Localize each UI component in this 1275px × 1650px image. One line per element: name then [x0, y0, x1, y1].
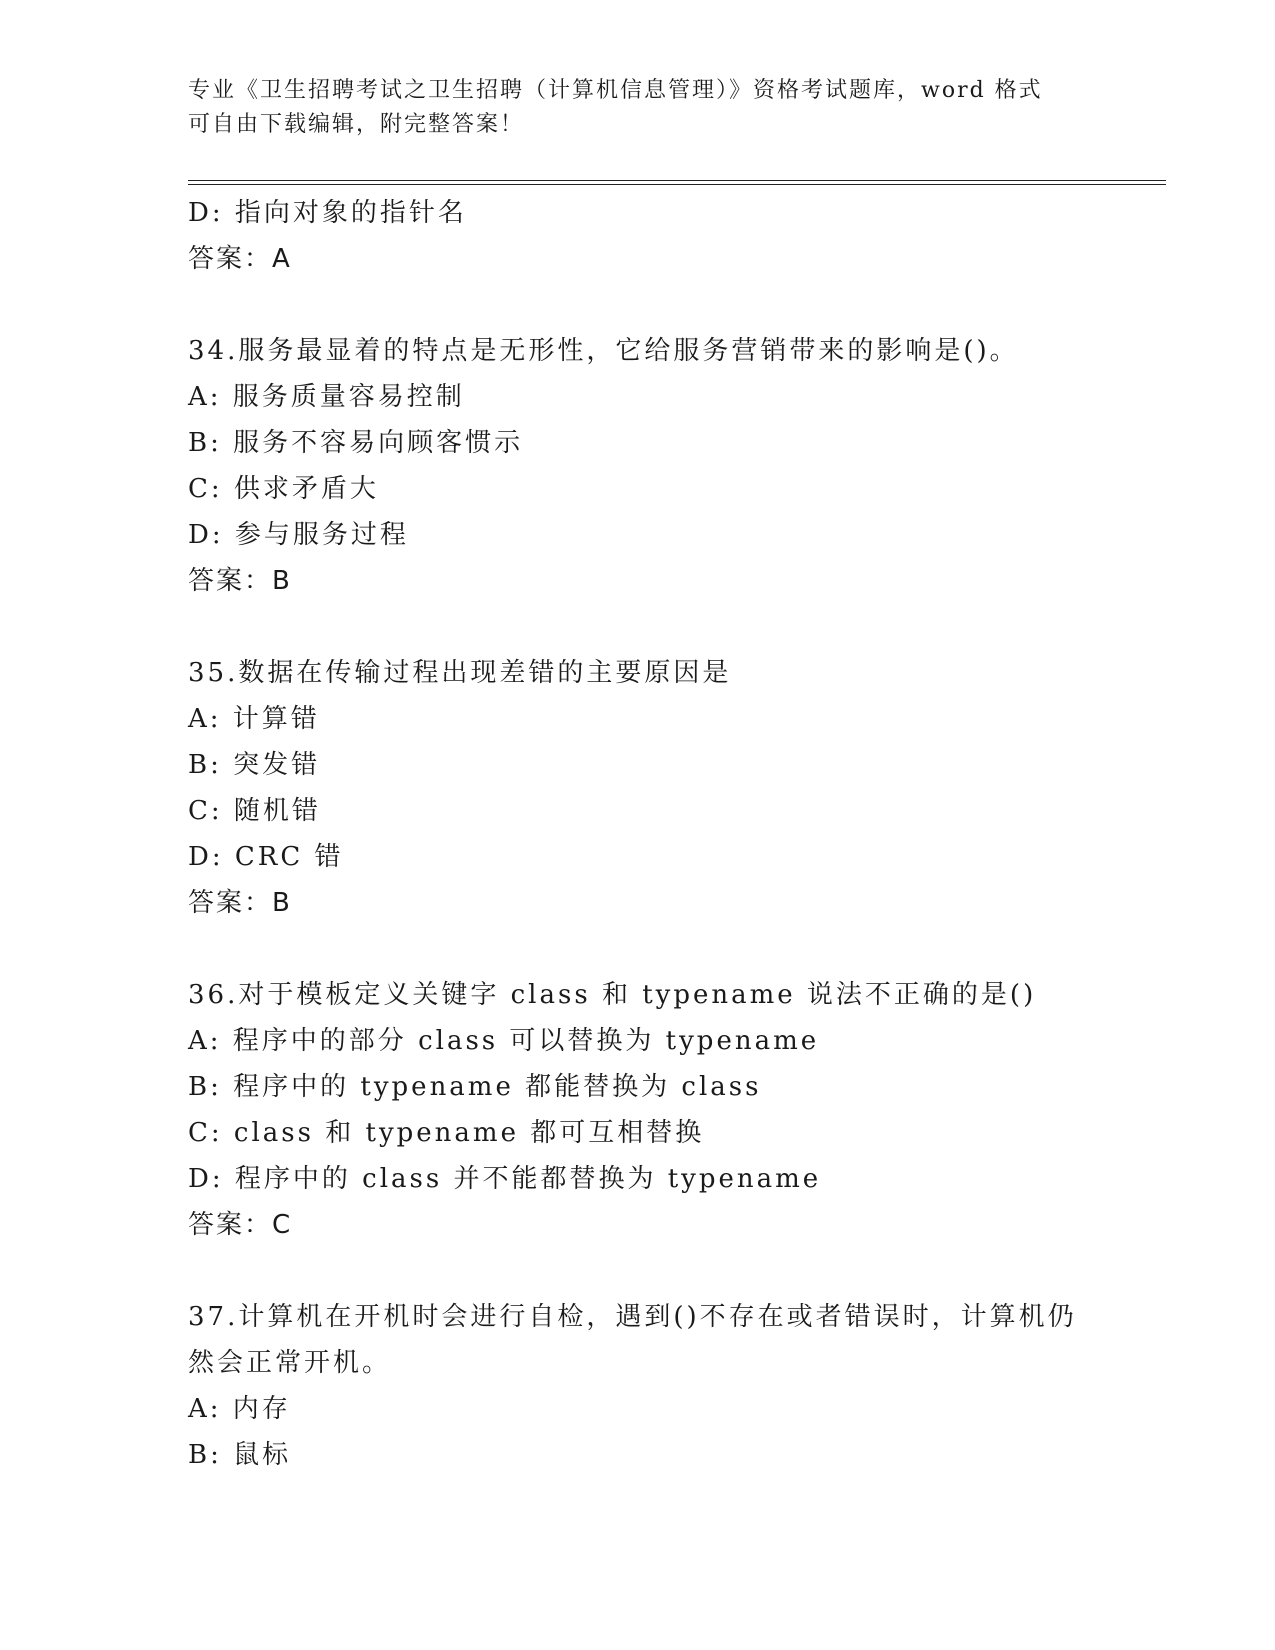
header-line-2: 可自由下载编辑，附完整答案！ — [188, 112, 525, 137]
header-double-rule — [188, 180, 1166, 185]
rule-line-top — [188, 180, 1166, 181]
document-header — [188, 74, 1088, 142]
prev-option-d: D: 指向对象的指针名 — [188, 198, 467, 228]
rule-line-bottom — [188, 184, 1166, 185]
option-a: A: 计算错 — [188, 704, 320, 734]
option-a: A: 程序中的部分 class 可以替换为 typename — [188, 1026, 820, 1056]
option-b: B: 程序中的 typename 都能替换为 class — [188, 1072, 762, 1102]
question-stem: 36.对于模板定义关键字 class 和 typename 说法不正确的是() — [188, 980, 1037, 1010]
option-a: A: 服务质量容易控制 — [188, 382, 465, 412]
question-stem: 35.数据在传输过程出现差错的主要原因是 — [188, 658, 732, 688]
option-d: D: CRC 错 — [188, 842, 344, 872]
option-c: C: 供求矛盾大 — [188, 474, 379, 504]
option-d: D: 参与服务过程 — [188, 520, 409, 550]
option-c: C: class 和 typename 都可互相替换 — [188, 1118, 705, 1148]
option-c: C: 随机错 — [188, 796, 321, 826]
option-a: A: 内存 — [188, 1394, 291, 1424]
option-b: B: 鼠标 — [188, 1440, 292, 1470]
question-stem-line-2: 然会正常开机。 — [188, 1348, 392, 1378]
answer: 答案：B — [188, 566, 292, 596]
answer: 答案：C — [188, 1210, 293, 1240]
header-line-1: 专业《卫生招聘考试之卫生招聘（计算机信息管理）》资格考试题库，word 格式 — [188, 78, 1043, 103]
prev-answer: 答案：A — [188, 244, 292, 274]
option-b: B: 服务不容易向顾客惯示 — [188, 428, 524, 458]
option-d: D: 程序中的 class 并不能都替换为 typename — [188, 1164, 822, 1194]
question-stem: 34.服务最显着的特点是无形性，它给服务营销带来的影响是()。 — [188, 336, 1019, 366]
answer: 答案：B — [188, 888, 292, 918]
question-stem-line-1: 37.计算机在开机时会进行自检，遇到()不存在或者错误时，计算机仍 — [188, 1302, 1077, 1332]
option-b: B: 突发错 — [188, 750, 321, 780]
question-list — [188, 190, 1168, 1478]
